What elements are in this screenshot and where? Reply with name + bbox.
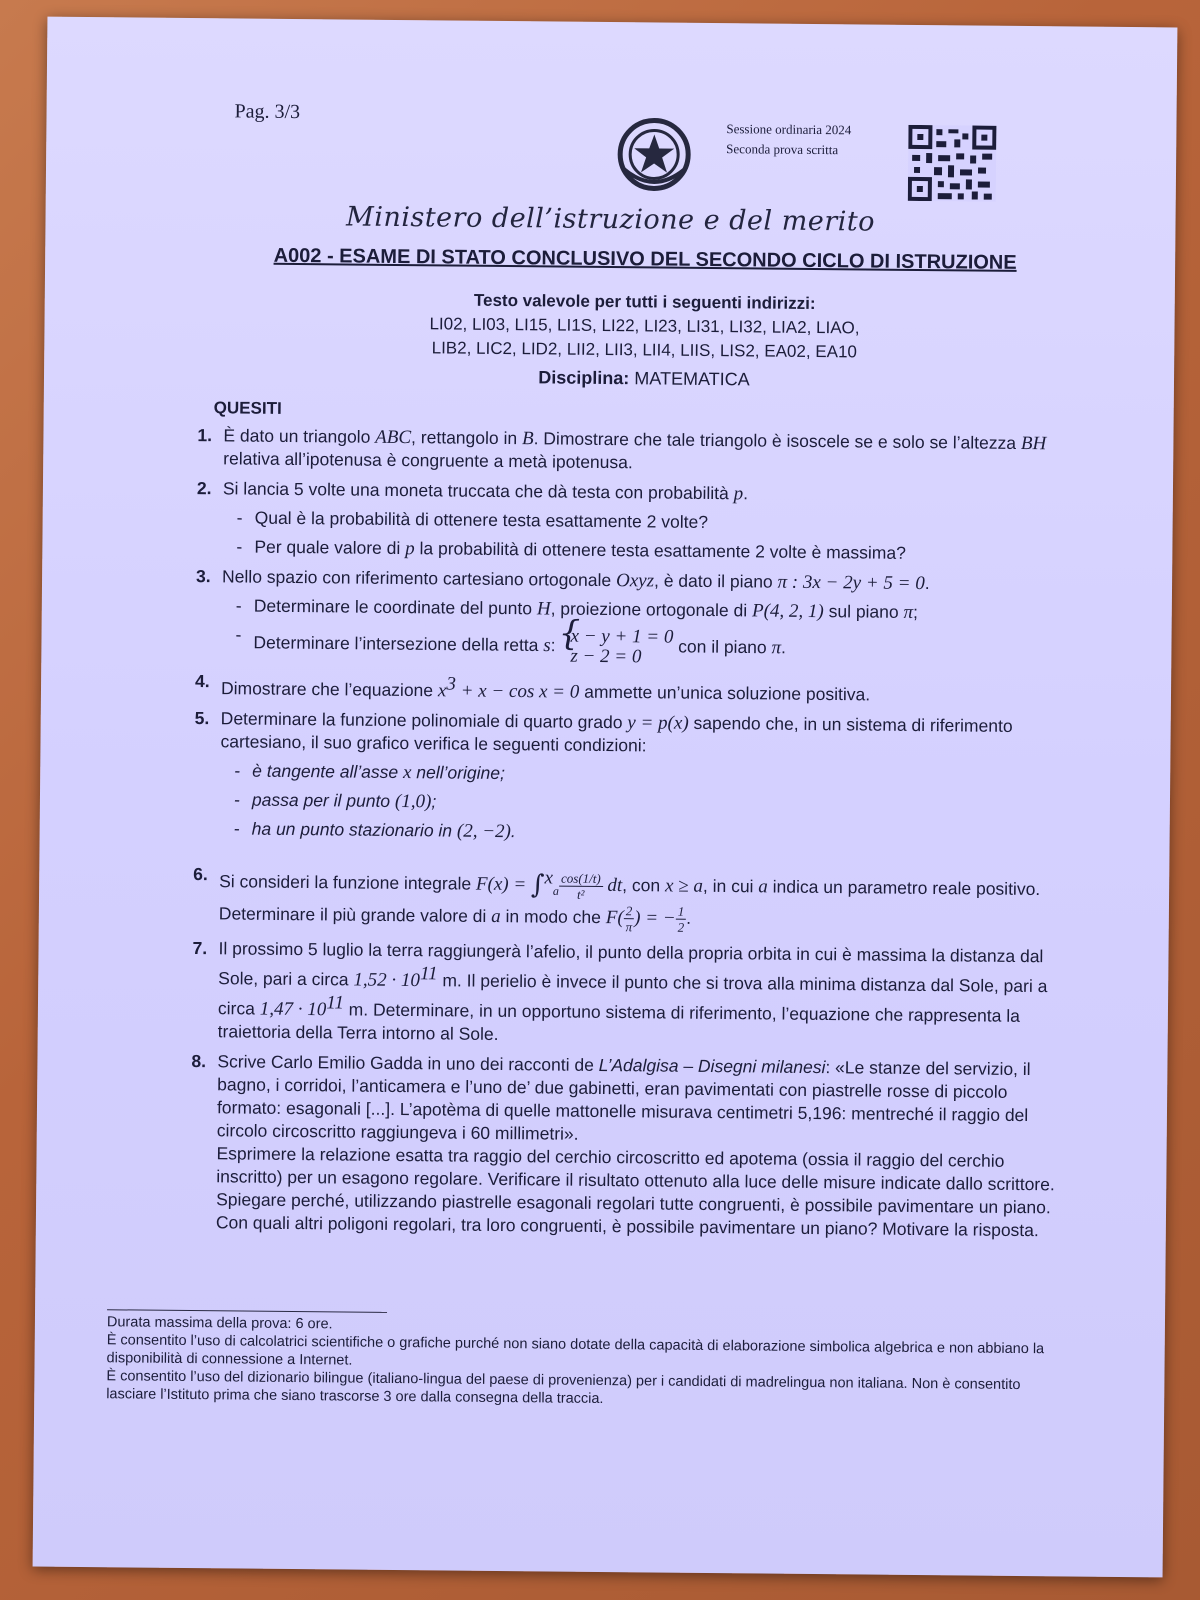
question-text: ammette un’unica soluzione positiva.	[579, 681, 871, 705]
sub-item-text: :	[550, 635, 561, 656]
math: 1,47 · 10	[259, 998, 327, 1021]
question-text: : «Le stanze del servizio, il bagno, i corridoi, l’anticamera e l’uno de’ due gabinetti, eran pavimentati con piastrelle rosse di piccolo formato: esagonali [...]. L’apotèma di quelle mattonelle misurava centimetri 5,196: mentreché il raggio del circolo circoscritto raggiungeva i 60 millimetri».	[216, 1056, 1031, 1144]
fraction	[676, 904, 687, 935]
session-info	[726, 119, 851, 160]
math: F(x) =	[475, 873, 532, 895]
math: P(4, 2, 1)	[751, 600, 824, 623]
math: x	[437, 680, 447, 702]
sub-item	[220, 759, 1070, 790]
math: + x − cos x = 0	[455, 680, 580, 703]
sub-item-text: Per quale valore di	[254, 536, 406, 559]
exam-title: A002 - ESAME DI STATO CONCLUSIVO DEL SECONDO CICLO DI ISTRUZIONE	[273, 244, 1017, 274]
question-text: indica un parametro reale positivo. Determinare il più grande valore di	[218, 876, 1041, 927]
question-text: Scrive Carlo Emilio Gadda in uno dei racconti de	[217, 1051, 599, 1075]
math: = −	[640, 907, 676, 929]
fraction	[624, 903, 635, 934]
exam-sheet	[33, 17, 1178, 1578]
question-number: 8.	[191, 1050, 207, 1071]
questions-list	[176, 424, 1074, 1249]
math: Oxyz	[615, 570, 655, 592]
question-3	[181, 565, 1072, 672]
math-exponent: 11	[326, 992, 345, 1014]
math: π : 3x − 2y + 5 = 0	[777, 571, 925, 595]
footer-divider	[107, 1309, 387, 1313]
question-text: , con	[622, 874, 666, 896]
sub-item-text: , proiezione ortogonale di	[550, 598, 753, 621]
question-number: 4.	[194, 671, 210, 692]
question-text: .	[686, 908, 692, 929]
indirizzi-label: Testo valevole per tutti i seguenti indirizzi:	[473, 290, 816, 313]
math: F	[605, 907, 618, 929]
question-text: Nello spazio con riferimento cartesiano ortogonale	[222, 566, 617, 591]
question-number: 1.	[197, 425, 213, 446]
math: BH	[1020, 432, 1047, 455]
math: p	[405, 538, 415, 560]
question-number: 5.	[194, 707, 210, 729]
fraction-denominator: π	[625, 919, 633, 935]
footer-notes	[106, 1313, 1067, 1412]
question-text: , è dato il piano	[653, 570, 778, 592]
math: (2, −2)	[456, 820, 512, 842]
math: (1,0)	[394, 790, 432, 813]
sub-item-text: Qual è la probabilità di ottenere testa esattamente 2 volte?	[254, 507, 709, 532]
sub-item-text: è tangente all’asse	[252, 760, 404, 782]
integral-sign: ∫	[530, 869, 545, 900]
italian-republic-emblem-icon	[614, 114, 695, 195]
math: ABC	[375, 426, 412, 449]
question-text: Si consideri la funzione integrale	[219, 870, 477, 894]
math: dt	[602, 874, 623, 896]
ministry-name: Ministero dell’istruzione e del merito	[345, 201, 876, 238]
question-7	[178, 937, 1069, 1051]
indirizzi-line-2: LIB2, LIC2, LID2, LII2, LII3, LII4, LIIS, LIS2, EA02, EA10	[431, 338, 858, 362]
question-text: in modo che	[500, 906, 606, 928]
sub-item-text: ;	[912, 601, 919, 622]
paren: )	[634, 907, 641, 929]
question-6	[179, 863, 1070, 939]
paren: (	[617, 907, 624, 929]
math-exponent: 3	[446, 673, 457, 695]
disciplina-label: Disciplina:	[538, 367, 630, 389]
integral-lower-limit: a	[552, 883, 559, 898]
math: a	[491, 906, 501, 928]
integral-upper-limit: x	[544, 867, 554, 889]
sub-item-text: la probabilità di ottenere testa esattamente 2 volte è massima?	[414, 538, 907, 563]
sub-item-text: .	[510, 820, 516, 841]
question-text: m. Determinare, in un opportuno sistema di riferimento, l’equazione che rappresenta la traiettoria della Terra intorno al Sole.	[217, 999, 1020, 1044]
fraction-denominator: t²	[576, 886, 585, 902]
math: x ≥ a	[664, 875, 704, 897]
integrand-fraction	[559, 870, 603, 901]
question-text: È dato un triangolo	[223, 425, 376, 447]
fraction-numerator: 2	[624, 903, 635, 919]
question-number: 3.	[196, 566, 211, 587]
question-number: 6.	[193, 863, 208, 885]
sub-item-text: con il piano	[673, 636, 772, 658]
sub-item	[222, 594, 1072, 625]
question-1	[183, 424, 1073, 479]
quesiti-heading: QUESITI	[213, 398, 282, 418]
sub-item	[222, 535, 1072, 566]
disciplina	[219, 364, 1069, 393]
sub-item-text: .	[781, 637, 787, 658]
math: B	[521, 428, 534, 450]
footer-dictionary-note: È consentito l’uso del dizionario bilingue (italiano-lingua del paese di provenienza) per i candidati di madrelingua non italiana. Non è consentito lasciare l’Istituto prima che siano trascorse 3 ore dalla consegna della traccia.	[106, 1368, 1021, 1408]
question-5	[180, 707, 1071, 849]
question-number: 2.	[196, 478, 212, 499]
session-line-2: Seconda prova scritta	[726, 141, 839, 158]
question-text: .	[924, 573, 930, 594]
question-text: relativa all’ipotenusa è congruente a metà ipotenusa.	[223, 448, 633, 473]
fraction-denominator: 2	[677, 919, 685, 935]
math: x	[402, 761, 412, 783]
question-text: .	[743, 483, 749, 504]
system-equation-1: { x − y + 1 = 0	[570, 625, 674, 648]
question-text: m. Il perielio è invece il punto che si trova alla minima distanza dal Sole, pari a circa	[217, 970, 1048, 1019]
question-2	[182, 477, 1073, 567]
question-text: , rettangolo in	[411, 427, 523, 449]
sub-item-text: ha un punto stazionario in	[251, 818, 458, 841]
book-title: L’Adalgisa – Disegni milanesi	[598, 1054, 826, 1077]
question-text: Il prossimo 5 luglio la terra raggiungerà l’afelio, il punto della propria orbita in cui è massima la distanza dal Sole, pari a circa	[218, 938, 1044, 990]
sub-item	[220, 788, 1070, 819]
question-text: Dimostrare che l’equazione	[220, 678, 439, 701]
math: 1,52 · 10	[353, 969, 421, 992]
question-text: sapendo che, in un sistema di riferimento cartesiano, il suo grafico verifica le seguenti condizioni:	[220, 712, 1013, 756]
session-line-1: Sessione ordinaria 2024	[726, 121, 852, 138]
fraction-numerator: cos(1/t)	[559, 870, 603, 886]
math-exponent: 11	[419, 963, 438, 985]
math: s	[543, 635, 551, 657]
question-text: . Dimostrare che tale triangolo è isoscele se e solo se l’altezza	[533, 428, 1022, 453]
question-text: Determinare la funzione polinomiale di quarto grado	[220, 708, 628, 733]
footer-duration: Durata massima della prova: 6 ore.	[106, 1314, 333, 1333]
question-8	[176, 1050, 1068, 1243]
fraction-numerator: 1	[676, 904, 687, 920]
sub-item-text: sul piano	[823, 601, 904, 622]
sub-item-text: ;	[431, 791, 437, 812]
question-text: Si lancia 5 volte una moneta truccata che dà testa con probabilità	[222, 478, 734, 504]
math: H	[536, 598, 551, 620]
question-number: 7.	[192, 938, 208, 959]
math: π	[903, 601, 914, 623]
indirizzi-block	[219, 286, 1070, 366]
sub-item-text: Determinare le coordinate del punto	[253, 595, 537, 619]
math: y = p(x)	[627, 712, 689, 734]
math: a	[758, 876, 768, 898]
equation-system	[560, 627, 673, 668]
qr-code-icon	[908, 125, 997, 202]
sub-item-text: Determinare l’intersezione della retta	[253, 632, 544, 656]
question-text: Esprimere la relazione esatta tra raggio del cerchio circoscritto ed apotema (ossia il raggio del cerchio inscritto) per un esagono regolare. Verificare il risultato ottenuto alla luce delle misure indicate dallo scrittore. Spiegare perché, utilizzando piastrelle esagonali regolari tutte congruenti, è possibile pavimentare un piano. Con quali altri poligoni regolari, tra loro congruenti, è possibile pavimentare un piano? Motivare la risposta.	[215, 1143, 1055, 1240]
question-4	[181, 670, 1071, 708]
sub-item	[221, 623, 1071, 671]
footer-calculator-note: È consentito l’uso di calcolatrici scientifiche o grafiche purché non siano dotate della capacità di elaborazione simbolica algebrica e non abbiano la disponibilità di connessione a Internet.	[106, 1332, 1045, 1369]
math: π	[771, 637, 782, 659]
sub-item-text: nell’origine;	[411, 761, 505, 783]
indirizzi-line-1: LI02, LI03, LI15, LI1S, LI22, LI23, LI31, LI32, LIA2, LIAO,	[429, 314, 860, 338]
system-equation-2: z − 2 = 0	[570, 645, 642, 668]
disciplina-value: MATEMATICA	[634, 368, 750, 390]
sub-item	[223, 506, 1073, 537]
page-number: Pag. 3/3	[234, 100, 301, 124]
math: p	[733, 483, 744, 505]
question-text: , in cui	[702, 875, 759, 897]
sub-item-text: passa per il punto	[251, 789, 396, 811]
sub-item	[220, 817, 1070, 848]
